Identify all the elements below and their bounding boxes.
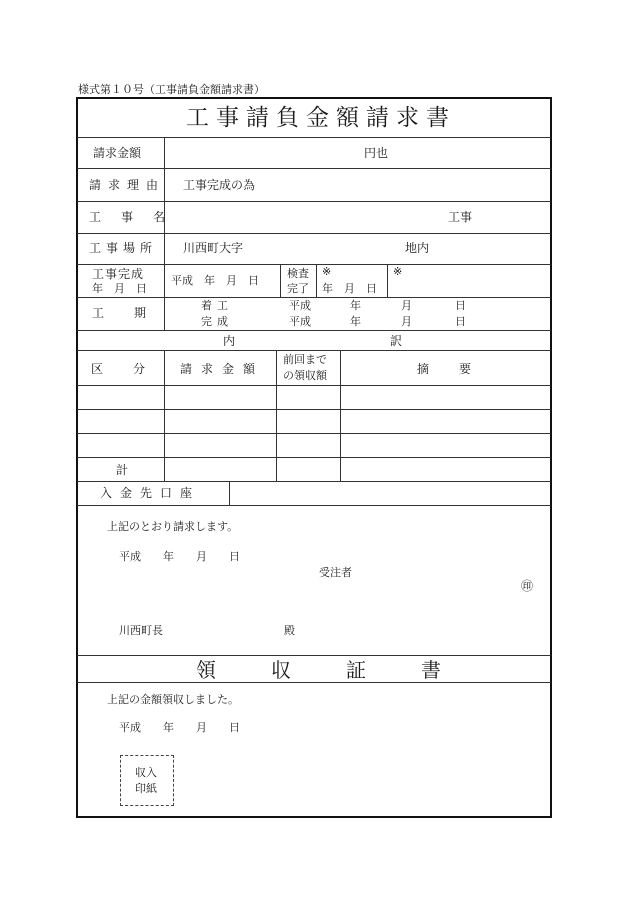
- start-era: 平成: [289, 299, 311, 312]
- rule: [77, 350, 551, 351]
- column-header-remarks: 摘要: [417, 362, 502, 376]
- name-suffix: 工事: [448, 210, 473, 224]
- place-suffix: 地内: [405, 241, 430, 255]
- column-header-prior-line1: 前回まで: [283, 353, 327, 366]
- rule: [316, 264, 317, 297]
- reason-value: 工事完成の為: [183, 178, 256, 192]
- rule: [77, 457, 551, 458]
- amount-unit: 円也: [364, 146, 389, 160]
- receipt-date: 平成 年 月 日: [119, 721, 240, 734]
- rule: [77, 168, 551, 169]
- name-label: 工事名: [89, 210, 186, 224]
- rule: [164, 137, 165, 330]
- stamp-label-line2: 印紙: [135, 782, 157, 795]
- rule: [280, 264, 281, 297]
- rule: [77, 264, 551, 265]
- rule: [77, 233, 551, 234]
- rule: [77, 409, 551, 410]
- end-era: 平成: [289, 315, 311, 328]
- rule: [77, 505, 551, 506]
- period-label: 工期: [92, 306, 177, 320]
- request-statement: 上記のとおり請求します。: [107, 520, 239, 533]
- office-use-mark: ※: [393, 265, 403, 278]
- breakdown-header-right: 訳: [390, 334, 403, 348]
- start-month: 月: [401, 299, 412, 312]
- column-header-category: 区分: [91, 362, 176, 376]
- rule: [77, 137, 551, 138]
- document-title: 工事請負金額請求書: [186, 105, 456, 131]
- rule: [229, 481, 230, 505]
- rule: [77, 385, 551, 386]
- start-day: 日: [455, 299, 466, 312]
- rule: [77, 481, 551, 482]
- end-day: 日: [455, 315, 466, 328]
- completion-date: 平成 年 月 日: [171, 274, 259, 287]
- end-year: 年: [350, 315, 361, 328]
- rule: [77, 682, 551, 683]
- completion-label-line1: 工事完成: [92, 267, 145, 281]
- revenue-stamp-box: [120, 755, 174, 806]
- bank-account-label: 入金先口座: [100, 486, 201, 500]
- place-label: 工事場所: [89, 241, 158, 255]
- office-use-mark: ※: [322, 265, 332, 278]
- rule: [340, 350, 341, 481]
- total-label: 計: [116, 463, 129, 477]
- contractor-label: 受注者: [319, 566, 352, 579]
- rule: [77, 297, 551, 298]
- form-number: 様式第１０号（工事請負金額請求書）: [78, 83, 265, 96]
- seal-mark: ㊞: [521, 579, 534, 593]
- column-header-amount: 請求金額: [180, 362, 265, 376]
- reason-label: 請求理由: [89, 178, 166, 192]
- receipt-title: 領収証書: [196, 658, 496, 682]
- rule: [77, 655, 551, 656]
- inspection-date: 年 月 日: [322, 282, 377, 295]
- amount-label: 請求金額: [93, 146, 142, 160]
- rule: [77, 330, 551, 331]
- mayor-label: 川西町長: [119, 624, 163, 637]
- receipt-statement: 上記の金額領収しました。: [107, 693, 239, 706]
- end-label: 完成: [201, 315, 233, 328]
- honorific: 殿: [284, 624, 295, 637]
- end-month: 月: [401, 315, 412, 328]
- rule: [387, 264, 388, 297]
- place-value: 川西町大字: [183, 241, 244, 255]
- start-year: 年: [350, 299, 361, 312]
- start-label: 着工: [201, 299, 233, 312]
- inspection-label-line2: 完了: [287, 282, 309, 295]
- rule: [276, 350, 277, 481]
- rule: [77, 201, 551, 202]
- column-header-prior-line2: の領収額: [283, 369, 327, 382]
- breakdown-header-left: 内: [223, 334, 236, 348]
- completion-label-line2: 年月日: [92, 282, 158, 295]
- stamp-label-line1: 収入: [135, 766, 157, 779]
- inspection-label-line1: 検査: [287, 267, 309, 280]
- request-date: 平成 年 月 日: [119, 550, 240, 563]
- rule: [77, 433, 551, 434]
